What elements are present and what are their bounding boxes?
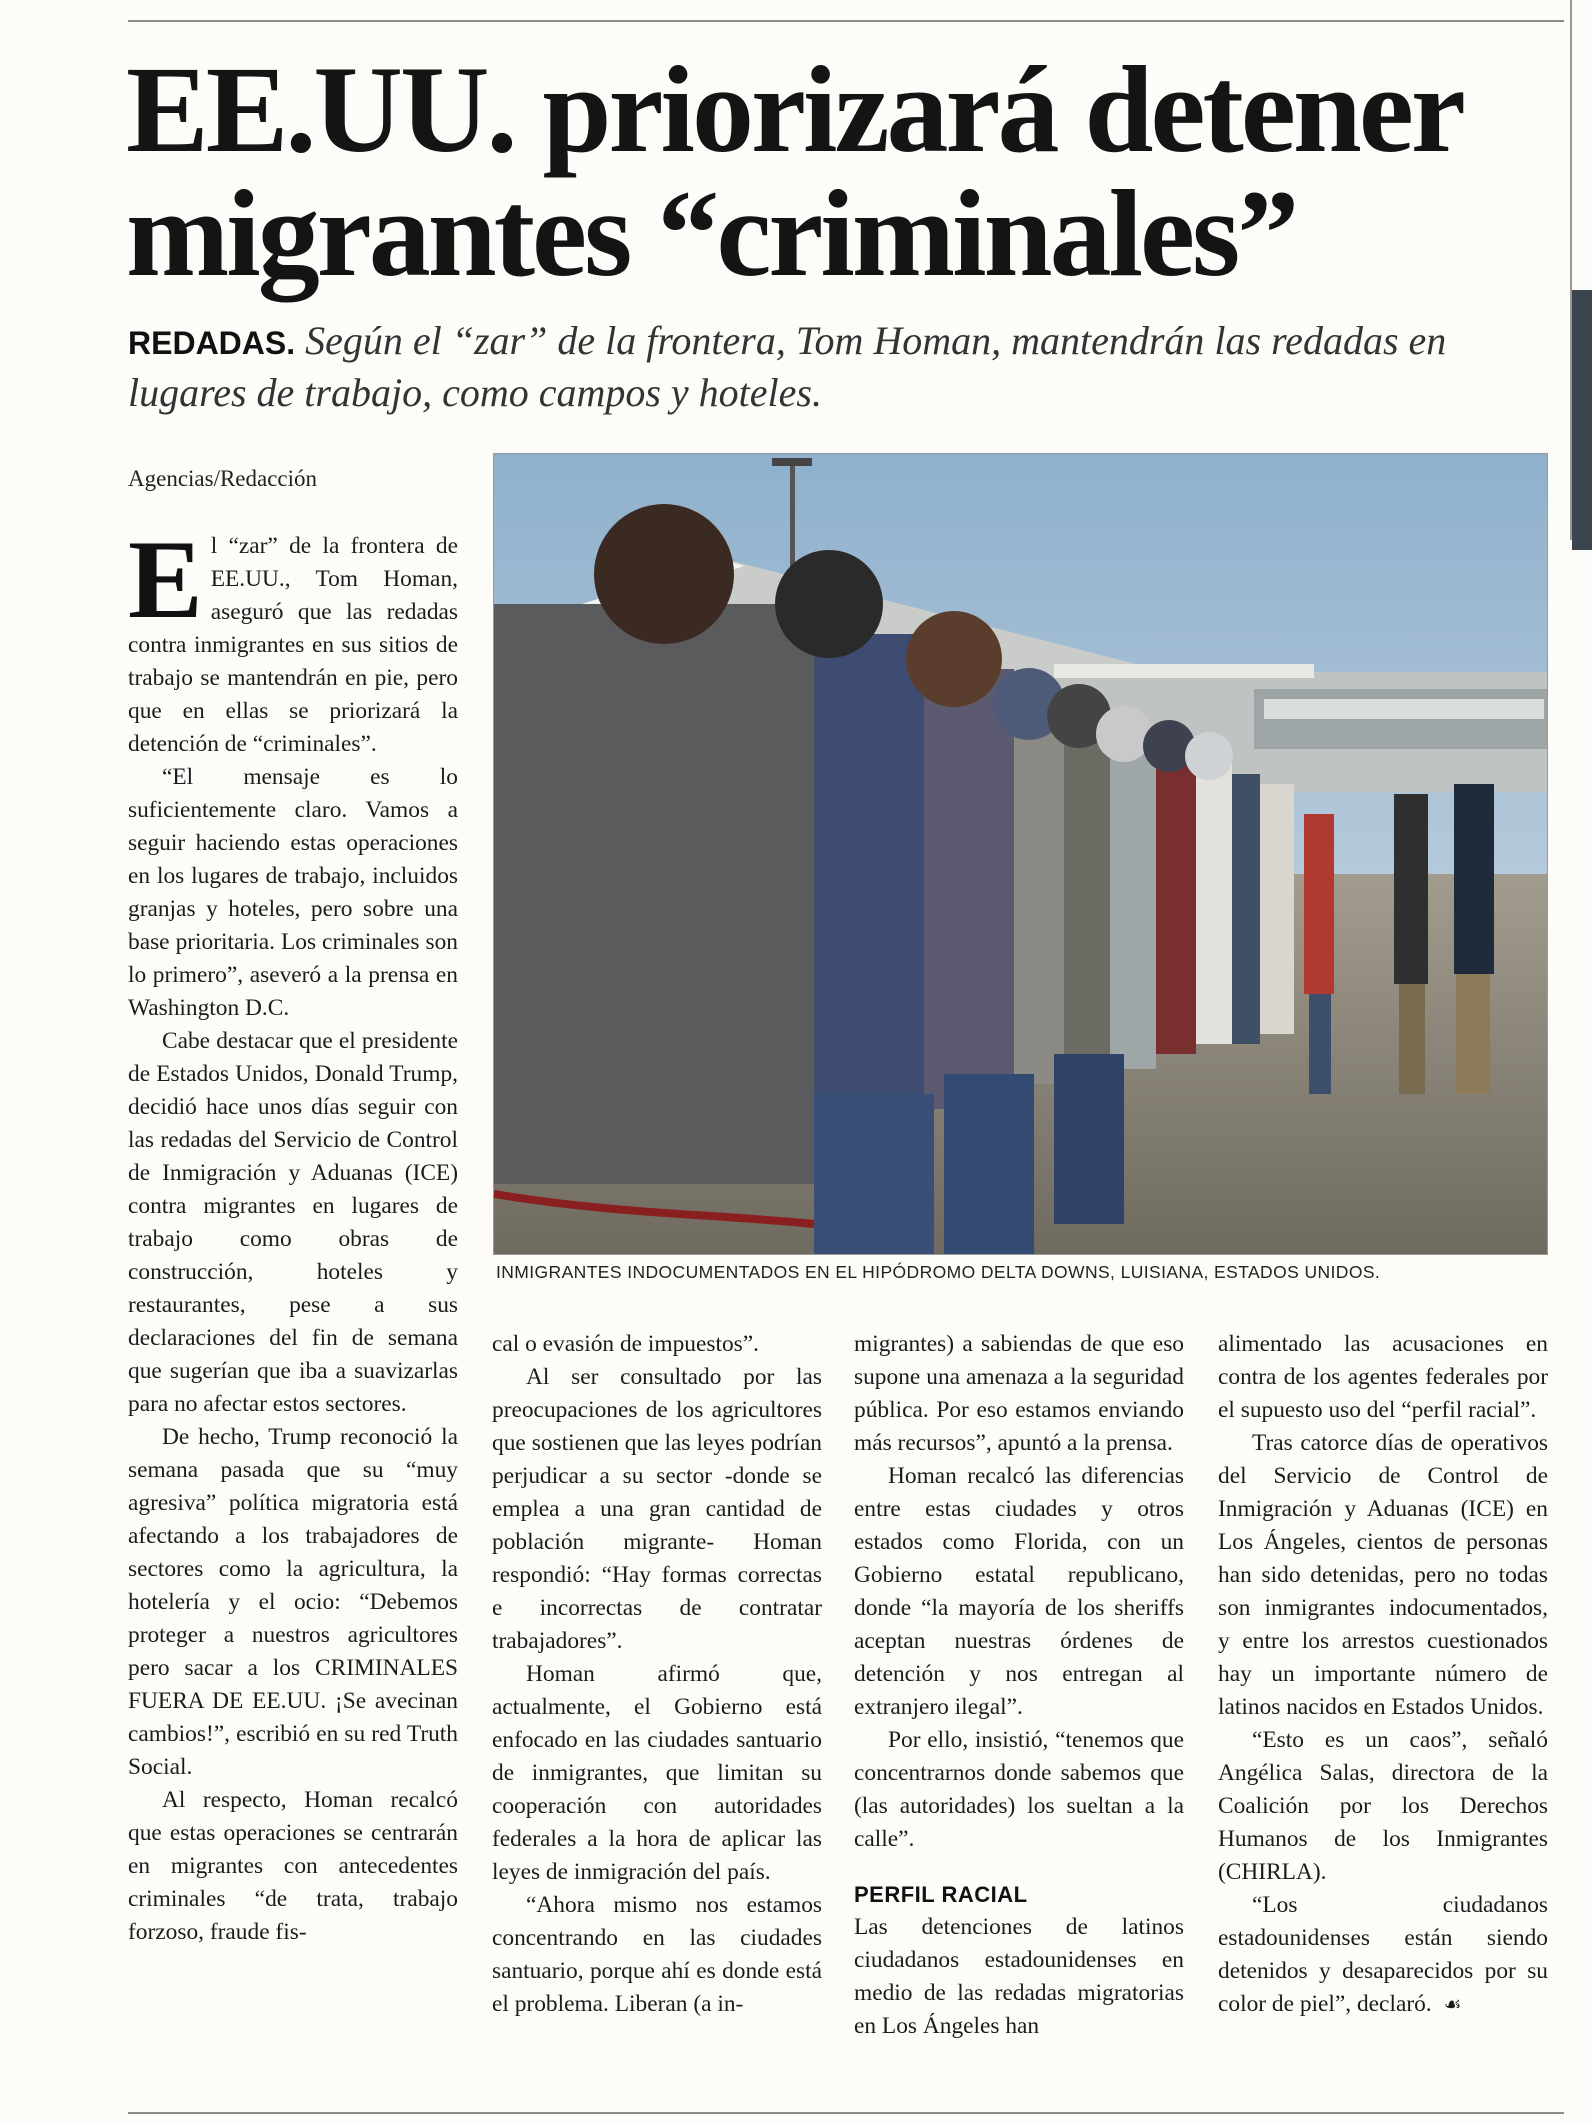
paragraph: cal o evasión de impuestos”.	[492, 1331, 759, 1357]
photo-caption: INMIGRANTES INDOCUMENTADOS EN EL HIPÓDROMO DELTA DOWNS, LUISIANA, ESTADOS UNIDOS.	[496, 1262, 1381, 1282]
article-column-3	[854, 1328, 1184, 2043]
paragraph: “Esto es un caos”, señaló Angélica Salas, directora de la Coalición por los Derechos Humanos de los Inmigrantes (CHIRLA).	[1218, 1727, 1548, 1885]
drop-cap: E	[128, 518, 203, 642]
paragraph: “El mensaje es lo suficientemente claro. Vamos a seguir haciendo estas operaciones en los lugares de trabajo, incluidos granjas y hoteles, pero sobre una base prioritaria. Los criminales son lo primero”, aseveró a la prensa en Washington D.C.	[128, 764, 458, 1021]
paragraph: migrantes) a sabiendas de que eso supone una amenaza a la seguridad pública. Por eso estamos enviando más recursos”, apuntó a la prensa.	[854, 1331, 1184, 1456]
headline: EE.UU. priorizará detener migrantes “criminales”	[126, 41, 1461, 302]
paragraph: “Ahora mismo nos estamos concentrando en las ciudades santuario, porque ahí es donde está el problema. Liberan (a in-	[492, 1892, 822, 2017]
byline: Agencias/Redacción	[128, 466, 318, 491]
paragraph: Homan afirmó que, actualmente, el Gobierno está enfocado en las ciudades santuario de inmigrantes, que limitan su cooperación con autoridades federales a la hora de aplicar las leyes de inmigración del país.	[492, 1661, 822, 1885]
paragraph-text: “Los ciudadanos estadounidenses están siendo detenidos y desaparecidos por su color de piel”, declaró.	[1218, 1892, 1548, 2017]
news-photo	[493, 453, 1548, 1255]
paragraph: Tras catorce días de operativos del Servicio de Control de Inmigración y Aduanas (ICE) en Los Ángeles, cientos de personas han sido detenidas, pero no todas son inmigrantes indocumentados, y entre los arrestos cuestionados hay un importante número de latinos nacidos en Estados Unidos.	[1218, 1430, 1548, 1720]
paragraph	[1218, 1889, 1548, 2021]
article-column-4	[1218, 1328, 1548, 2021]
adjacent-page-edge	[1564, 0, 1592, 2124]
end-mark-icon: ☙	[1443, 1992, 1462, 2016]
paragraph: alimentado las acusaciones en contra de los agentes federales por el supuesto uso del “perfil racial”.	[1218, 1331, 1548, 1423]
paragraph: l “zar” de la frontera de EE.UU., Tom Homan, aseguró que las redadas contra inmigrantes en sus sitios de trabajo se mantendrán en pie, pero que en ellas se priorizará la detención de “criminales”.	[128, 533, 458, 757]
article-column-1	[128, 518, 458, 1949]
bottom-rule	[128, 2112, 1592, 2114]
article-column-2	[492, 1328, 822, 2021]
adjacent-photo-strip	[1572, 290, 1592, 550]
paragraph: Cabe destacar que el presidente de Estados Unidos, Donald Trump, decidió hace unos días seguir con las redadas del Servicio de Control de Inmigración y Aduanas (ICE) contra migrantes en lugares de trabajo como obras de construcción, hoteles y restaurantes, pese a sus declaraciones del fin de semana que sugerían que iba a suavizarlas para no afectar estos sectores.	[128, 1028, 458, 1417]
paragraph: De hecho, Trump reconoció la semana pasada que su “muy agresiva” política migratoria está afectando a los trabajadores de sectores como la agricultura, la hotelería y el ocio: “Debemos proteger a nuestros agricultores pero sacar a los CRIMINALES FUERA DE EE.UU. ¡Se avecinan cambios!”, escribió en su red Truth Social.	[128, 1424, 458, 1780]
deck-text: Según el “zar” de la frontera, Tom Homan, mantendrán las redadas en lugares de trabajo, como campos y hoteles.	[128, 318, 1447, 415]
paragraph: Por ello, insistió, “tenemos que concentrarnos donde sabemos que (las autoridades) los sueltan a la calle”.	[854, 1727, 1184, 1852]
paragraph: Al ser consultado por las preocupaciones de los agricultores que sostienen que las leyes podrían perjudicar a su sector -donde se emplea a una gran cantidad de población migrante- Homan respondió: “Hay formas correctas e incorrectas de contratar trabajadores”.	[492, 1364, 822, 1654]
paragraph: Al respecto, Homan recalcó que estas operaciones se centrarán en migrantes con antecedentes criminales “de trata, trabajo forzoso, fraude fis-	[128, 1787, 458, 1945]
paragraph: Las detenciones de latinos ciudadanos estadounidenses en medio de las redadas migratorias en Los Ángeles han	[854, 1914, 1184, 2039]
deck	[128, 316, 1548, 418]
top-rule	[128, 20, 1592, 22]
section-subhead: PERFIL RACIAL	[854, 1882, 1028, 1907]
deck-kicker: REDADAS.	[128, 325, 296, 361]
paragraph: Homan recalcó las diferencias entre estas ciudades y otros estados como Florida, con un Gobierno estatal republicano, donde “la mayoría de los sheriffs aceptan nuestras órdenes de detención y nos entregan al extranjero ilegal”.	[854, 1463, 1184, 1720]
